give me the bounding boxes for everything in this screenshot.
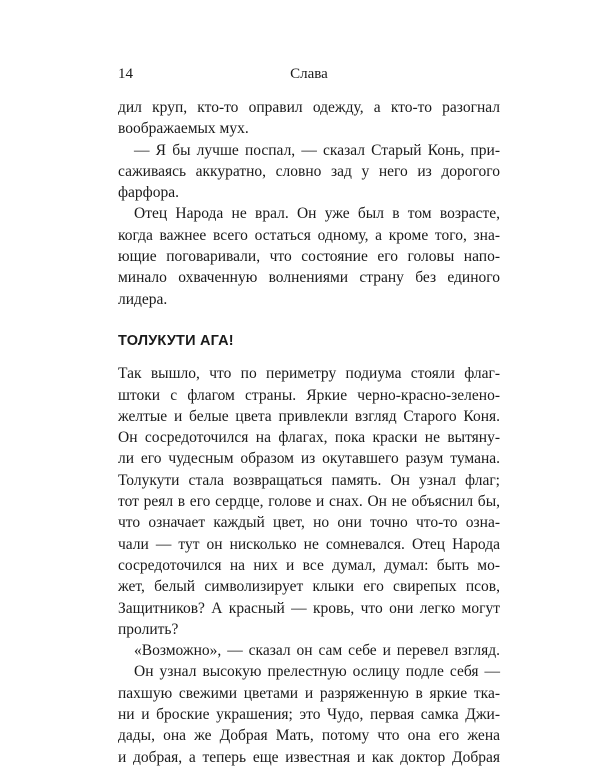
text-line: Он узнал высокую прелестную ослицу подле себя — [134, 663, 500, 681]
text-line: дил круп, кто-то оправил одежду, а кто-то разогнал [118, 99, 500, 116]
paragraph [118, 661, 500, 767]
body-text [118, 97, 500, 768]
text-line: когда важнее всего остаться одному, а кроме того, зна- [118, 226, 500, 244]
paragraph [118, 140, 500, 204]
page-header [118, 64, 500, 84]
text-line: — Я бы лучше поспал, — сказал Старый Конь, при- [134, 141, 500, 159]
paragraph [118, 97, 500, 140]
text-line: Так вышло, что по периметру подиума стояли флаг- [118, 365, 500, 383]
text-line: минало охваченную волнениями страну без единого [118, 269, 500, 287]
text-line: Он сосредоточился на флагах, пока краски не вытяну- [118, 429, 500, 447]
text-line: Защитников? А красный — кровь, что они легко могут [118, 599, 500, 617]
text-line: Отец Народа не врал. Он уже был в том возрасте, [134, 205, 500, 223]
paragraph [118, 640, 500, 661]
section-heading: ТОЛУКУТИ АГА! [118, 332, 234, 349]
text-line: чали — тут он нисколько не сомневался. Отец Народа [118, 535, 500, 553]
text-line: лидера. [118, 290, 168, 308]
page-number: 14 [118, 66, 133, 82]
text-line: ни и броские украшения; это Чудо, первая самка Джи- [118, 706, 500, 724]
running-title: Слава [290, 66, 328, 82]
text-line: и добрая, а теперь еще известная и как доктор Добрая [118, 748, 500, 766]
paragraph [118, 363, 500, 640]
text-line: жет, белый символизирует клыки его свирепых псов, [118, 578, 500, 596]
text-line: штоки с флагом страны. Яркие черно-красно-зелено- [118, 386, 500, 404]
text-line: пролить? [118, 620, 179, 638]
paragraph [118, 203, 500, 309]
text-line: пахшую свежими цветами и разряженную в яркие тка- [118, 684, 500, 702]
text-line: сосредоточился на них и все думал, думал: быть мо- [118, 556, 500, 574]
text-line: ющие поговаривали, что состояние его головы напо- [118, 248, 500, 266]
text-line: Толукути стала возвращаться память. Он узнал флаг; [118, 471, 500, 489]
text-line: что означает каждый цвет, но они точно что-то озна- [118, 514, 500, 532]
text-line: фарфора. [118, 184, 179, 202]
text-line: воображаемых мух. [118, 120, 249, 138]
text-line: саживаясь аккуратно, словно зад у него из дорогого [118, 162, 500, 180]
text-line: желтые и белые цвета привлекли взгляд Старого Коня. [118, 407, 500, 425]
text-line: «Возможно», — сказал он сам себе и перевел взгляд. [134, 642, 500, 660]
text-line: ли его чудесным образом из окутавшего разум тумана. [118, 450, 500, 468]
text-line: тот реял в его сердце, голове и снах. Он не объяснил бы, [118, 493, 500, 511]
text-line: дады, она же Добрая Мать, потому что она его жена [118, 727, 500, 745]
